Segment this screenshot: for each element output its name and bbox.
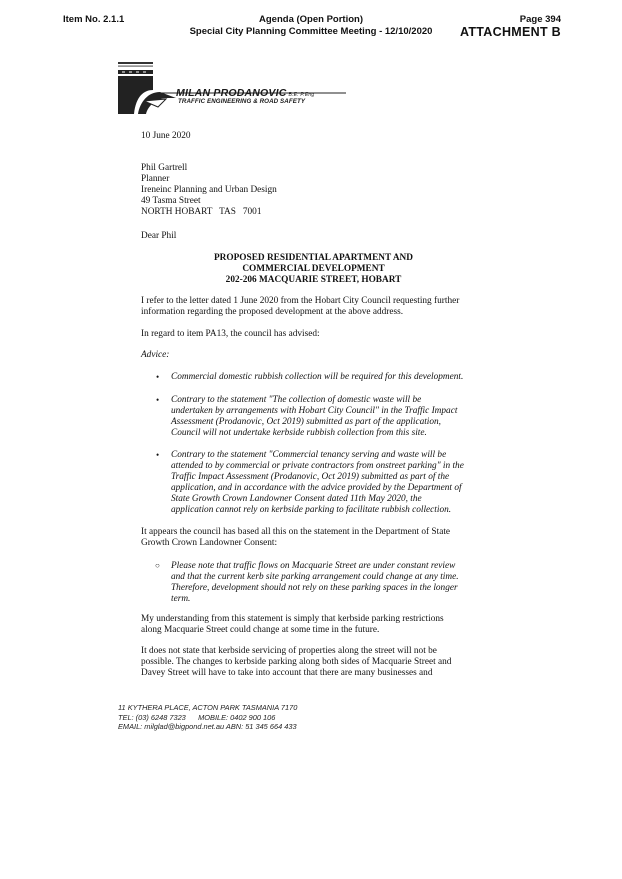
paragraph-line: possible. The changes to kerbside parking along both sides of Macquarie Street and [141, 657, 452, 667]
advice-bullet-2 [171, 395, 491, 439]
bullet-icon: • [156, 372, 160, 382]
item-number: Item No. 2.1.1 [63, 14, 125, 25]
bullet-line: State Growth Crown Landowner Consent dated 11th May 2020, the [171, 494, 422, 504]
paragraph-line: It appears the council has based all this on the statement in the Department of State [141, 527, 451, 537]
company-quals: B.E. P.Eng [288, 92, 315, 98]
bullet-icon: • [156, 395, 160, 405]
paragraph-line: Davey Street will have to take into account that there are many businesses and [141, 668, 433, 678]
agenda-line-1: Agenda (Open Portion) [259, 14, 363, 25]
quote-line: Therefore, development should not rely on these parking spaces in the longer [171, 583, 458, 593]
footer-phone: TEL: (03) 6248 7323 MOBILE: 0402 900 106 [118, 712, 276, 722]
heading-line: COMMERCIAL DEVELOPMENT [242, 264, 385, 274]
bullet-line: application cannot rely on kerbside parking to facilitate rubbish collection. [171, 505, 452, 515]
footer-address: 11 KYTHERA PLACE, ACTON PARK TASMANIA 7170 [118, 703, 298, 712]
paragraph-line: I refer to the letter dated 1 June 2020 from the Hobart City Council requesting further [141, 296, 460, 306]
quote-line: Please note that traffic flows on Macquarie Street are under constant review [171, 561, 456, 571]
item-paragraph: In regard to item PA13, the council has advised: [141, 329, 320, 339]
circle-bullet-icon: ○ [155, 561, 160, 570]
advice-bullet-1 [171, 372, 491, 383]
company-tagline: TRAFFIC ENGINEERING & ROAD SAFETY [178, 98, 306, 105]
address-line: Phil Gartrell [141, 163, 188, 173]
closing-paragraph [141, 646, 486, 679]
understanding-paragraph [141, 614, 486, 636]
paragraph-line: along Macquarie Street could change at some time in the future. [141, 625, 380, 635]
address-line: NORTH HOBART TAS 7001 [141, 207, 262, 217]
page-number: Page 394 [519, 14, 561, 25]
bullet-line: undertaken by arrangements with Hobart City Council" in the Traffic Impact [171, 406, 458, 416]
salutation: Dear Phil [141, 231, 177, 241]
bullet-line: Commercial domestic rubbish collection will be required for this development. [171, 372, 464, 382]
page-info [460, 14, 561, 38]
quote-line: and that the current kerb site parking arrangement could change at any time. [171, 572, 459, 582]
agenda-title [150, 14, 472, 38]
agenda-line-2: Special City Planning Committee Meeting - 12/10/2020 [189, 26, 433, 37]
attachment-label: ATTACHMENT B [459, 25, 561, 39]
letterhead-footer [118, 703, 297, 732]
bullet-line: Council will not undertake kerbside rubbish collection from this site. [171, 428, 427, 438]
advice-bullet-3 [171, 450, 491, 516]
heading-line: PROPOSED RESIDENTIAL APARTMENT AND [214, 253, 413, 263]
bullet-line: Contrary to the statement "Commercial tenancy serving and waste will be [171, 450, 447, 460]
bullet-line: Contrary to the statement "The collection of domestic waste will be [171, 395, 422, 405]
consent-quote [171, 561, 491, 605]
bullet-line: application, and in accordance with the advice provided by the Department of [171, 483, 462, 493]
bullet-line: Assessment (Prodanovic, Oct 2019) submitted as part of the application, [171, 417, 442, 427]
paragraph-line: It does not state that kerbside servicing of properties along the street will not be [141, 646, 437, 656]
address-line: Planner [141, 174, 170, 184]
recipient-address [141, 163, 486, 218]
address-line: Ireneinc Planning and Urban Design [141, 185, 277, 195]
bullet-line: Traffic Impact Assessment (Prodanovic, Oct 2019) submitted as part of the [171, 472, 450, 482]
footer-email: EMAIL: milglad@bigpond.net.au ABN: 51 345 664 433 [118, 722, 297, 731]
consent-paragraph [141, 527, 486, 549]
company-name-text: MILAN PRODANOVIC [176, 87, 287, 99]
bullet-icon: • [156, 450, 160, 460]
intro-paragraph [141, 296, 486, 318]
quote-line: term. [171, 594, 191, 604]
paragraph-line: My understanding from this statement is simply that kerbside parking restrictions [141, 614, 444, 624]
letter-date: 10 June 2020 [141, 131, 191, 141]
paragraph-line: information regarding the proposed development at the above address. [141, 307, 404, 317]
bullet-line: attended to by commercial or private contractors from onstreet parking" in the [171, 461, 464, 471]
letter-heading [141, 253, 486, 286]
paragraph-line: Growth Crown Landowner Consent: [141, 538, 278, 548]
advice-label: Advice: [141, 350, 170, 360]
address-line: 49 Tasma Street [141, 196, 201, 206]
heading-line: 202-206 MACQUARIE STREET, HOBART [225, 275, 402, 285]
